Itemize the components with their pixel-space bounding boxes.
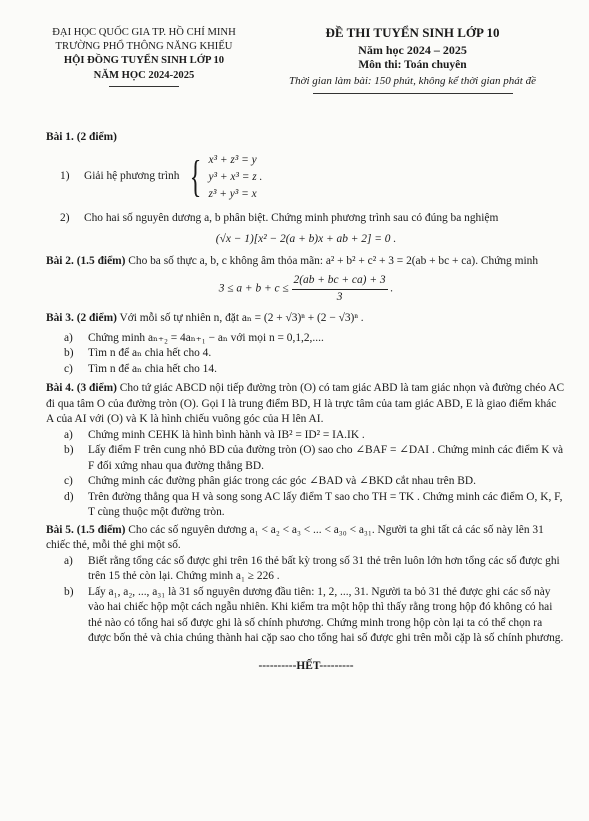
problem-4-part-d xyxy=(64,490,566,521)
header-right xyxy=(250,24,575,94)
header-right-rule xyxy=(313,93,513,94)
fraction-numerator: 2(ab + bc + ca) + 3 xyxy=(292,273,388,290)
exam-time: Thời gian làm bài: 150 phút, không kể thời gian phát đề xyxy=(288,75,536,88)
problem-1-part-2 xyxy=(60,211,566,227)
problem-2 xyxy=(46,254,566,306)
problem-3-part-b xyxy=(64,346,566,362)
council-name: HỘI ĐỒNG TUYỂN SINH LỚP 10 xyxy=(63,55,225,67)
problem-3-text: Với mỗi số tự nhiên n, đặt aₙ = (2 + √3)ⁿ + (2 − √3)ⁿ . xyxy=(119,312,364,325)
part-letter: c) xyxy=(64,475,73,488)
university-name: ĐẠI HỌC QUỐC GIA TP. HỒ CHÍ MINH xyxy=(52,27,236,38)
problem-5 xyxy=(46,523,566,647)
system-eq-1: x³ + z³ = y xyxy=(208,153,257,166)
school-year: NĂM HỌC 2024-2025 xyxy=(93,69,195,81)
part-text: Lấy điểm F trên cung nhỏ BD của đường tròn (O) sao cho ∠BAF = ∠DAI . Chứng minh các điểm K và F đối xứng nhau qua đường thẳng BD. xyxy=(88,444,564,472)
end-marker: ----------HẾT--------- xyxy=(258,659,354,672)
part-number: 1) xyxy=(60,170,70,183)
school-name: TRƯỜNG PHỔ THÔNG NĂNG KHIẾU xyxy=(55,41,233,53)
problem-2-formula xyxy=(46,273,566,305)
problem-3-part-c xyxy=(64,362,566,378)
part-letter: d) xyxy=(64,490,74,503)
problem-3-label: Bài 3. (2 điểm) xyxy=(46,312,117,325)
part-text: Chứng minh các đường phân giác trong các góc ∠BAD và ∠BKD cắt nhau trên BD. xyxy=(88,475,476,488)
part-letter: c) xyxy=(64,362,73,375)
problem-1-label: Bài 1. (2 điểm) xyxy=(46,131,117,143)
problem-3-part-a xyxy=(64,331,566,347)
problem-5-part-b xyxy=(64,585,566,647)
problem-4-part-b xyxy=(64,443,566,474)
header-left xyxy=(28,26,260,87)
problem-4-label: Bài 4. (3 điểm) xyxy=(46,382,117,395)
problem-1-formula: (√x − 1)[x² − 2(a + b)x + ab + 2] = 0 . xyxy=(215,233,397,246)
system-brace: { xyxy=(190,152,202,202)
inequality-fraction xyxy=(292,273,388,305)
part-text: Chứng minh aₙ₊₂ = 4aₙ₊₁ − aₙ với mọi n = 0,1,2,.... xyxy=(88,331,324,344)
part-letter: b) xyxy=(64,347,74,360)
problem-1 xyxy=(46,130,566,248)
problem-4-text: Cho tứ giác ABCD nội tiếp đường tròn (O) có tam giác ABD là tam giác nhọn và đường chéo AC đi qua tâm O của đường tròn (O). Gọi I là trung điểm BD, H là trực tâm của tam giác ABD, E là giao điểm khác A của AI với (O) và K là hình chiếu vuông góc của H lên AI. xyxy=(46,382,565,426)
part-text: Tìm n để aₙ chia hết cho 14. xyxy=(88,362,217,375)
problem-5-label: Bài 5. (1.5 điểm) xyxy=(46,523,126,536)
inequality-end: . xyxy=(390,282,394,295)
part-text: Tìm n để aₙ chia hết cho 4. xyxy=(88,347,212,360)
system-eq-3: z³ + y³ = x xyxy=(208,187,257,200)
part-text: Lấy a₁, a₂, ..., a₃₁ là 31 số nguyên dương đầu tiên: 1, 2, ..., 31. Người ta bỏ 31 thẻ được ghi các số này vào hai chiếc hộp một cách ngẫu nhiên. Khi kiểm tra một hộp thì thấy rằng trong hộp đó không có hai thẻ nào có tổng hai số được ghi là số chính phương. Chứng minh trong hộp còn lại ta có thể chọn ra được bốn thẻ và chia chúng thành hai cặp sao cho tổng hai số được ghi trên mỗi cặp là số chính phương. xyxy=(88,585,564,645)
part-letter: a) xyxy=(64,331,73,344)
exam-year: Năm học 2024 – 2025 xyxy=(358,42,467,57)
header-left-rule xyxy=(109,86,179,87)
part-text: Chứng minh CEHK là hình bình hành và IB² = ID² = IA.IK . xyxy=(88,428,365,441)
problem-4 xyxy=(46,381,566,521)
part-letter: b) xyxy=(64,585,74,598)
problem-5-text: Cho các số nguyên dương a₁ < a₂ < a₃ < ... < a₃₀ < a₃₁. Người ta ghi tất cả các số này lên 31 chiếc thẻ, mỗi thẻ ghi một số. xyxy=(46,523,544,552)
part-letter: a) xyxy=(64,554,73,567)
problem-5-part-a xyxy=(64,554,566,585)
problem-2-label: Bài 2. (1.5 điểm) xyxy=(46,254,126,267)
system-eq-2: y³ + x³ = z . xyxy=(208,170,263,183)
part-letter: a) xyxy=(64,428,73,441)
problem-3 xyxy=(46,311,566,377)
problem-1-part-1 xyxy=(60,152,566,203)
equation-system xyxy=(185,152,262,203)
exam-body xyxy=(46,130,566,674)
part-text: Trên đường thẳng qua H và song song AC lấy điểm T sao cho TH = TK . Chứng minh các điểm O, K, F, T cùng thuộc một đường tròn. xyxy=(88,490,563,519)
inequality-left: 3 ≤ a + b + c ≤ xyxy=(218,282,289,295)
part-number: 2) xyxy=(60,211,70,224)
problem-4-part-a xyxy=(64,428,566,444)
problem-4-part-c xyxy=(64,474,566,490)
part-text: Biết rằng tổng các số được ghi trên 16 thẻ bất kỳ trong số 31 thẻ trên luôn lớn hơn tổng các số được ghi trên 15 thẻ còn lại. Chứng minh a₁ ≥ 226 . xyxy=(88,554,560,583)
exam-subject: Môn thi: Toán chuyên xyxy=(358,59,467,72)
problem-2-text: Cho ba số thực a, b, c không âm thỏa mãn: a² + b² + c² + 3 = 2(ab + bc + ca). Chứng minh xyxy=(128,254,539,267)
part-text: Giải hệ phương trình xyxy=(84,170,180,183)
part-letter: b) xyxy=(64,444,74,457)
part-text: Cho hai số nguyên dương a, b phân biệt. Chứng minh phương trình sau có đúng ba nghiệm xyxy=(84,211,499,224)
exam-title: ĐỀ THI TUYỂN SINH LỚP 10 xyxy=(325,25,500,40)
fraction-denominator: 3 xyxy=(336,290,343,303)
